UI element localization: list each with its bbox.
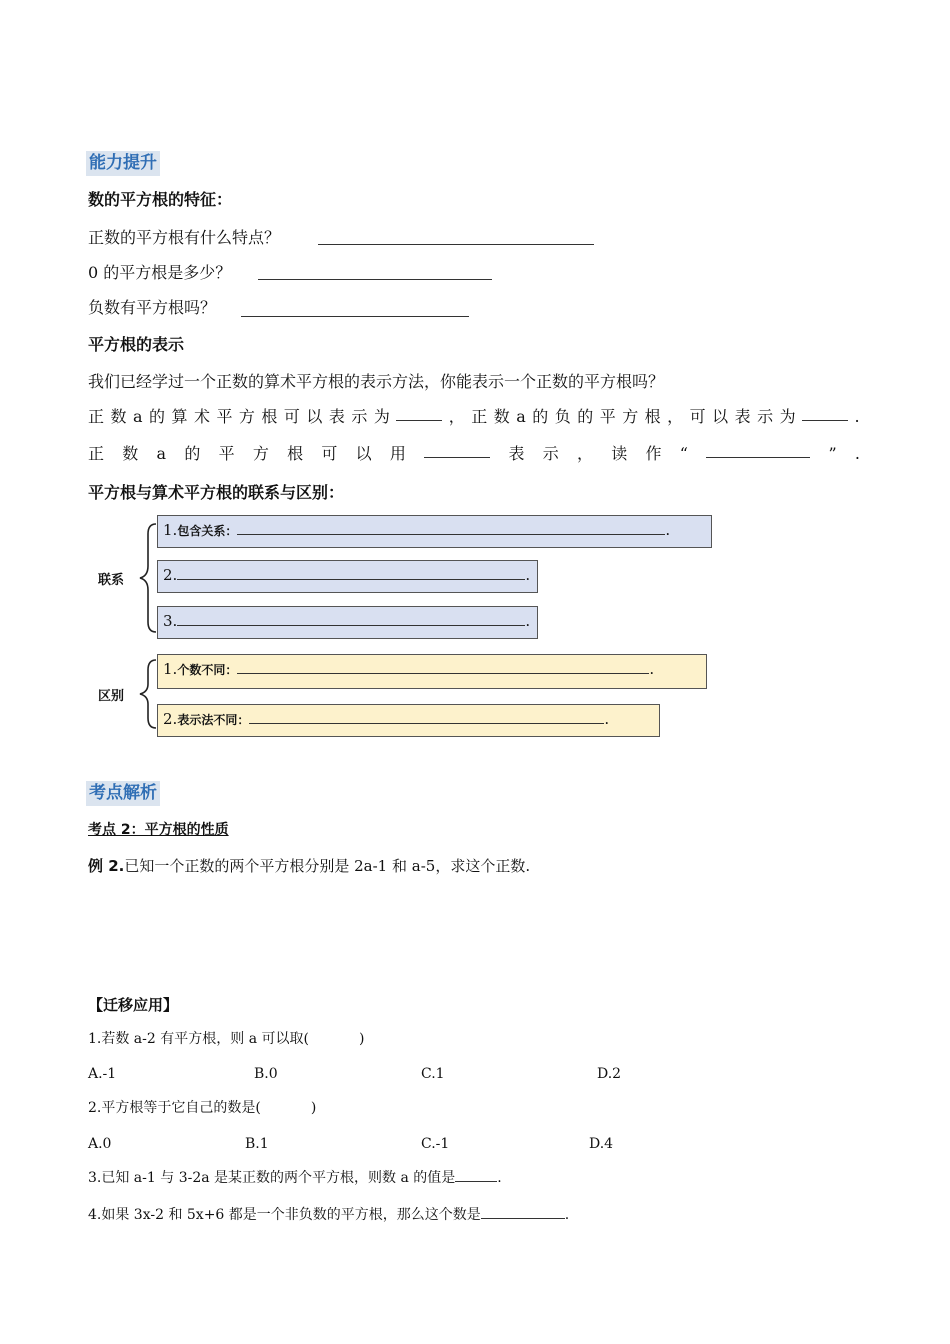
text-token: 的 (532, 407, 549, 426)
link-item-1-period: . (665, 521, 671, 539)
text-token: 以 (355, 444, 372, 463)
text-token: 正 (88, 407, 105, 426)
text-token: 作 (645, 444, 662, 463)
link-label: 联系 (98, 573, 125, 588)
text-token: a (156, 444, 167, 463)
q1-option-d[interactable]: D.2 (597, 1066, 622, 1082)
q1-option-a[interactable]: A.-1 (88, 1066, 117, 1082)
text-token: . (854, 444, 860, 463)
text-token: 以 (306, 407, 323, 426)
blank-arithmetic-root[interactable] (396, 406, 442, 421)
question-4-blank[interactable] (481, 1205, 565, 1219)
text-token: ， (448, 407, 465, 426)
text-token: 平 (599, 407, 616, 426)
representation-line-2 (88, 443, 860, 465)
link-brace-icon (140, 524, 156, 632)
text-token: 用 (389, 444, 406, 463)
q2-option-b[interactable]: B.1 (245, 1136, 269, 1152)
question-4-period: . (564, 1207, 570, 1223)
blank-reading[interactable] (706, 443, 810, 458)
section-heading-analysis: 考点解析 (86, 781, 160, 806)
text-token: 为 (373, 407, 390, 426)
text-token: 为 (779, 407, 796, 426)
difference-item-1-label: 个数不同： (177, 663, 238, 677)
blank-square-root-symbol[interactable] (424, 443, 490, 458)
question-4-text: 4.如果 3x-2 和 5x+6 都是一个非负数的平方根，那么这个数是 (88, 1207, 481, 1223)
text-token: 示 (757, 407, 774, 426)
text-token: 正 (471, 407, 488, 426)
difference-item-2-number: 2. (163, 710, 178, 728)
answer-line-negative[interactable] (241, 316, 469, 317)
question-2-close: ) (310, 1100, 317, 1116)
example-label: 例 2. (88, 857, 125, 875)
difference-item-1-period: . (649, 660, 655, 678)
text-token: 表 (328, 407, 345, 426)
text-token: ， (576, 444, 593, 463)
question-3-period: . (497, 1170, 502, 1186)
text-token: 读 (611, 444, 628, 463)
difference-item-1-blank[interactable] (237, 660, 649, 674)
answer-line-positive[interactable] (318, 244, 594, 245)
text-token: 平 (216, 407, 233, 426)
question-4 (88, 1205, 569, 1225)
link-item-3 (157, 606, 538, 639)
link-item-1-blank[interactable] (237, 521, 665, 535)
text-token: 方 (238, 407, 255, 426)
text-token: 数 (110, 407, 127, 426)
relation-title: 平方根与算术平方根的联系与区别： (88, 483, 345, 502)
text-token: “ (679, 444, 688, 463)
text-token: a (132, 407, 143, 426)
text-token: 表 (508, 444, 525, 463)
blank-negative-root[interactable] (802, 406, 848, 421)
text-token: 可 (321, 444, 338, 463)
question-3-blank[interactable] (455, 1168, 497, 1182)
difference-item-2-blank[interactable] (249, 710, 604, 724)
difference-item-2-period: . (604, 710, 610, 728)
text-token: 示 (351, 407, 368, 426)
text-token: 术 (193, 407, 210, 426)
text-token: 数 (122, 444, 139, 463)
question-2 (88, 1098, 316, 1118)
question-1-close: ) (358, 1031, 365, 1047)
text-token: 的 (577, 407, 594, 426)
text-token: 根 (287, 444, 304, 463)
answer-line-zero[interactable] (258, 279, 492, 280)
link-item-3-number: 3. (163, 612, 178, 630)
representation-title: 平方根的表示 (88, 335, 185, 354)
features-title: 数的平方根的特征： (88, 190, 233, 209)
text-token: 以 (712, 407, 729, 426)
text-token: 正 (88, 444, 105, 463)
representation-intro: 我们已经学过一个正数的算术平方根的表示方法，你能表示一个正数的平方根吗？ (88, 372, 665, 391)
link-item-1 (157, 515, 712, 548)
question-2-text: 2.平方根等于它自己的数是( (88, 1100, 261, 1116)
link-item-2 (157, 560, 538, 593)
question-zero: 0 的平方根是多少？ (88, 263, 232, 282)
question-3-text: 3.已知 a-1 与 3-2a 是某正数的两个平方根，则数 a 的值是 (88, 1170, 456, 1186)
q2-option-d[interactable]: D.4 (589, 1136, 614, 1152)
section-heading-ability: 能力提升 (86, 151, 160, 176)
question-3 (88, 1168, 502, 1188)
text-token: 平 (218, 444, 235, 463)
difference-item-2-label: 表示法不同： (177, 713, 250, 727)
text-token: 负 (554, 407, 571, 426)
text-token: 可 (689, 407, 706, 426)
example-2 (88, 856, 530, 876)
text-token: 根 (261, 407, 278, 426)
text-token: 算 (171, 407, 188, 426)
transfer-heading: 【迁移应用】 (88, 996, 179, 1014)
link-item-1-number: 1. (163, 521, 178, 539)
representation-line-1 (88, 406, 860, 428)
text-token: 示 (542, 444, 559, 463)
text-token: . (854, 407, 860, 426)
link-item-2-number: 2. (163, 566, 178, 584)
text-token: 表 (734, 407, 751, 426)
text-token: 的 (148, 407, 165, 426)
link-item-2-blank[interactable] (177, 566, 525, 580)
text-token: 可 (283, 407, 300, 426)
text-token: a (516, 407, 526, 426)
link-item-3-period: . (525, 612, 531, 630)
q1-option-b[interactable]: B.0 (254, 1066, 278, 1082)
difference-item-1 (157, 654, 707, 689)
question-1 (88, 1029, 364, 1049)
text-token: 根 (644, 407, 661, 426)
difference-label: 区别 (98, 689, 125, 704)
difference-item-2 (157, 704, 660, 737)
text-token: 方 (622, 407, 639, 426)
text-token: ” (828, 444, 837, 463)
question-1-text: 1.若数 a-2 有平方根，则 a 可以取( (88, 1031, 309, 1047)
link-item-1-label: 包含关系： (177, 524, 238, 538)
q2-option-a[interactable]: A.0 (88, 1136, 112, 1152)
example-text: 已知一个正数的两个平方根分别是 2a-1 和 a-5，求这个正数. (124, 857, 531, 875)
text-token: 数 (493, 407, 510, 426)
link-item-2-period: . (525, 566, 531, 584)
difference-brace-icon (140, 660, 156, 728)
text-token: 方 (252, 444, 269, 463)
text-token: ， (667, 407, 684, 426)
question-positive: 正数的平方根有什么特点？ (88, 228, 281, 247)
difference-item-1-number: 1. (163, 660, 178, 678)
q2-option-c[interactable]: C.-1 (421, 1136, 450, 1152)
text-token: 的 (184, 444, 201, 463)
link-item-3-blank[interactable] (177, 612, 525, 626)
q1-option-c[interactable]: C.1 (421, 1066, 445, 1082)
question-negative: 负数有平方根吗？ (88, 298, 217, 317)
exam-point-title: 考点 2：平方根的性质 (88, 822, 229, 838)
